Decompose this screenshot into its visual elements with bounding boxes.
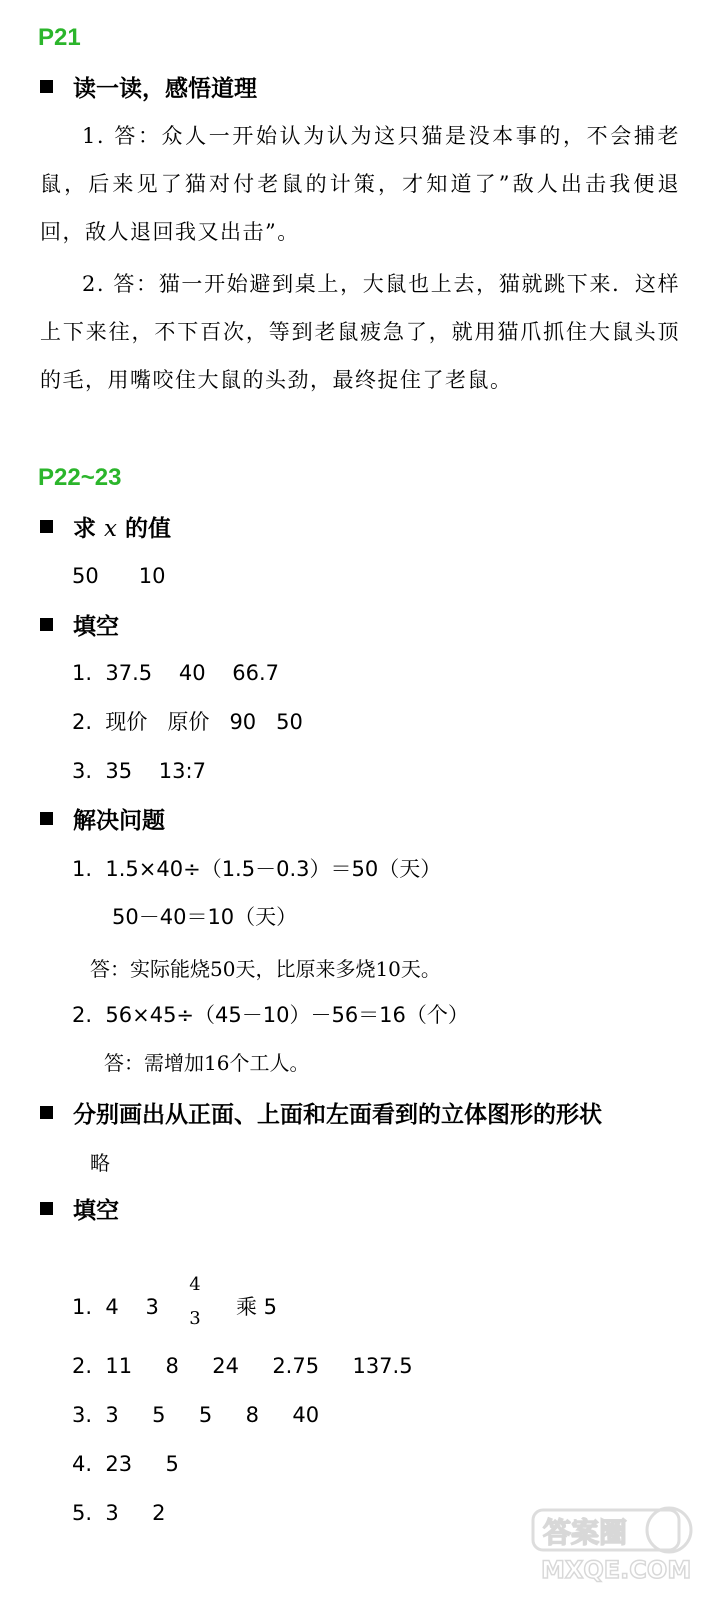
- draw-answer: 略: [90, 1151, 110, 1175]
- bullet-square-icon: [40, 1106, 53, 1119]
- section-title-solve-x: [40, 516, 171, 542]
- section-title-text: 求: [73, 516, 96, 542]
- page-heading-p21: P21: [38, 24, 81, 51]
- section-title-draw-views: [40, 1102, 602, 1128]
- section-title-text: 填空: [73, 614, 119, 640]
- watermark-bottom-text: MXQE.COM: [541, 1556, 692, 1584]
- fill2-answer-5: 5. 3 2: [72, 1501, 166, 1525]
- solve-step-3: 2. 56×45÷（45－10）－56＝16（个）: [72, 1003, 469, 1027]
- fill-answer-1: 1. 37.5 40 66.7: [72, 661, 280, 685]
- section-title-reading: [40, 76, 257, 102]
- section-title-text: 填空: [73, 1198, 119, 1224]
- page-heading-p22-23: P22~23: [38, 464, 122, 491]
- section-title-text: 读一读，感悟道理: [73, 76, 257, 102]
- x-values: 50 10: [72, 564, 166, 588]
- watermark-logo: [529, 1506, 699, 1586]
- section-title-text: 解决问题: [73, 808, 165, 834]
- answer-paragraph-2: 2. 答：猫一开始避到桌上，大鼠也上去，猫就跳下来．这样上下来往，不下百次，等到老鼠疲急了，就用猫爪抓住大鼠头顶的毛，用嘴咬住大鼠的头劲，最终捉住了老鼠。: [40, 272, 680, 392]
- bullet-square-icon: [40, 520, 53, 533]
- fill2-answer-2: 2. 11 8 24 2.75 137.5: [72, 1354, 413, 1378]
- bullet-square-icon: [40, 618, 53, 631]
- answer-paragraph-1: 1. 答：众人一开始认为认为这只猫是没本事的，不会捕老鼠，后来见了猫对付老鼠的计策，才知道了”敌人出击我便退回，敌人退回我又出击”。: [40, 124, 680, 244]
- fill2-answer-1: 1. 4 3: [72, 1295, 159, 1319]
- section-title-fill-2: [40, 1198, 119, 1224]
- bullet-square-icon: [40, 80, 53, 93]
- watermark-top-text: 答案圈: [543, 1516, 628, 1549]
- variable-x: x: [104, 516, 117, 542]
- solve-step-2: 50－40＝10（天）: [112, 905, 298, 929]
- section-title-fill-1: [40, 614, 119, 640]
- section-title-text: 分别画出从正面、上面和左面看到的立体图形的形状: [73, 1102, 602, 1128]
- fill2-answer-1-suffix: 乘 5: [236, 1295, 278, 1319]
- fill2-answer-4: 4. 23 5: [72, 1452, 179, 1476]
- solve-answer-2: 答：需增加16个工人。: [104, 1051, 310, 1075]
- bullet-square-icon: [40, 812, 53, 825]
- solve-answer-1: 答：实际能烧50天，比原来多烧10天。: [90, 957, 441, 981]
- section-title-text: 的值: [117, 516, 172, 542]
- fraction-numerator: 4: [189, 1274, 201, 1295]
- fill2-answer-3: 3. 3 5 5 8 40: [72, 1403, 320, 1427]
- fill-answer-3: 3. 35 13:7: [72, 759, 206, 783]
- bullet-square-icon: [40, 1202, 53, 1215]
- solve-step-1: 1. 1.5×40÷（1.5－0.3）＝50（天）: [72, 857, 442, 881]
- fill-answer-2: 2. 现价 原价 90 50: [72, 710, 303, 734]
- section-title-problem-solving: [40, 808, 165, 834]
- fraction-denominator: 3: [189, 1308, 201, 1329]
